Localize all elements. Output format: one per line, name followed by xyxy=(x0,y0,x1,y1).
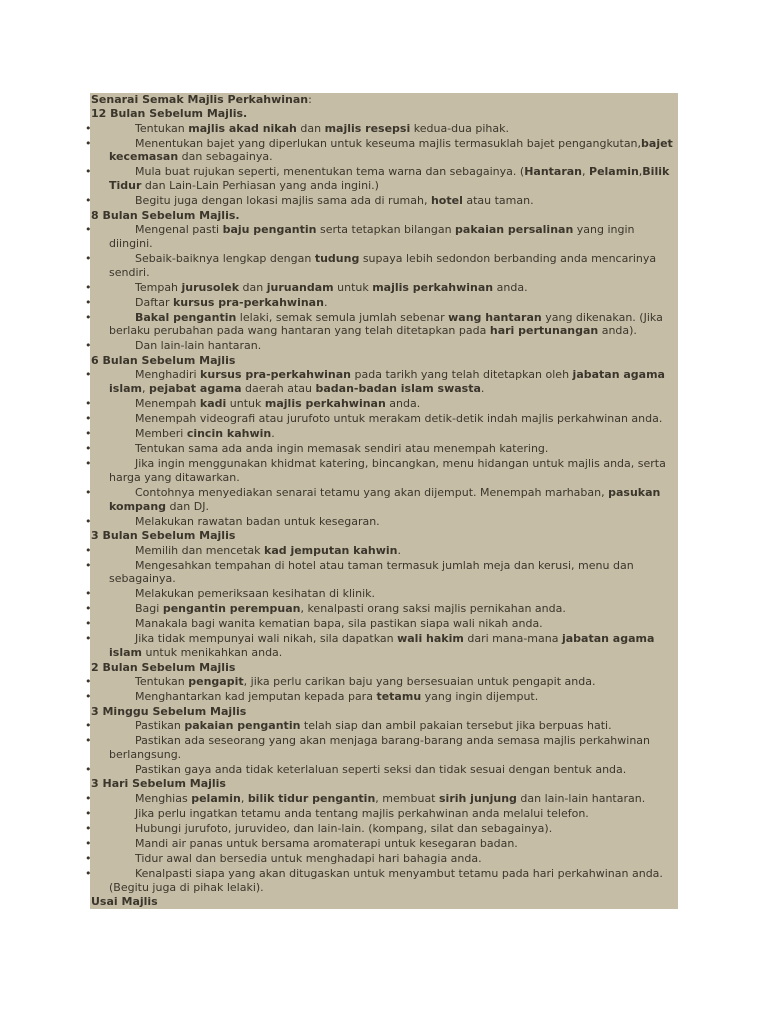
text: Melakukan rawatan badan untuk kesegaran. xyxy=(135,514,380,528)
checklist-item xyxy=(85,690,678,705)
checklist-item xyxy=(85,165,678,194)
text: daerah atau xyxy=(241,382,316,396)
text: supaya lebih sedondon berbanding anda mencarinya sendiri. xyxy=(109,251,657,279)
bullet-icon: • xyxy=(85,836,92,850)
text: , xyxy=(240,791,248,805)
checklist-item xyxy=(85,602,678,617)
text: pada tarikh yang telah ditetapkan oleh xyxy=(351,368,573,382)
checklist xyxy=(85,368,678,529)
text: anda). xyxy=(598,324,637,338)
text: anda. xyxy=(493,280,528,294)
text: yang ingin diingini. xyxy=(109,223,635,250)
text: untuk xyxy=(226,397,265,411)
bullet-icon: • xyxy=(85,427,92,441)
text: dan lain-lain hantaran. xyxy=(516,791,646,805)
bold-text: wang hantaran xyxy=(448,310,542,324)
checklist-item xyxy=(85,194,678,209)
bold-text: sirih junjung xyxy=(439,791,517,805)
bullet-icon: • xyxy=(85,223,92,237)
bold-text: juruandam xyxy=(266,280,334,294)
text: Tentukan xyxy=(135,675,189,689)
text: Kenalpasti siapa yang akan ditugaskan untuk menyambut tetamu pada hari perkahwinan anda. (Begitu juga di pihak lelaki). xyxy=(109,866,663,894)
bullet-icon: • xyxy=(85,690,92,704)
text: Melakukan pemeriksaan kesihatan di klinik. xyxy=(135,587,375,601)
text: Mula buat rujukan seperti, menentukan tema warna dan sebagainya. ( xyxy=(135,165,525,179)
checklist xyxy=(85,121,678,209)
bullet-icon: • xyxy=(85,412,92,426)
bullet-icon: • xyxy=(85,851,92,865)
bold-text: badan-badan islam swasta xyxy=(315,382,481,396)
bullet-icon: • xyxy=(85,632,92,646)
checklist xyxy=(85,543,678,661)
bullet-icon: • xyxy=(85,762,92,776)
text: Jika perlu ingatkan tetamu anda tentang majlis perkahwinan anda melalui telefon. xyxy=(135,806,589,820)
checklist-item xyxy=(85,251,678,280)
bold-text: jabatan agama islam xyxy=(109,632,655,660)
checklist-item xyxy=(85,719,678,734)
section-heading: 12 Bulan Sebelum Majlis. xyxy=(91,107,248,120)
bullet-icon: • xyxy=(85,543,92,557)
bullet-icon: • xyxy=(85,280,92,294)
checklist-item xyxy=(85,136,678,165)
text: Begitu juga dengan lokasi majlis sama ada di rumah, xyxy=(135,194,431,208)
bold-text: kursus pra-perkahwinan xyxy=(200,368,352,382)
document-title-colon: : xyxy=(308,93,312,106)
checklist-item xyxy=(85,762,678,777)
checklist-item xyxy=(85,412,678,427)
text: Tentukan xyxy=(135,121,189,135)
text: Pastikan xyxy=(135,719,185,733)
bullet-icon: • xyxy=(85,251,92,265)
checklist-item xyxy=(85,806,678,821)
text: . xyxy=(397,543,402,557)
bold-text: jurusolek xyxy=(181,280,240,294)
checklist-item xyxy=(85,675,678,690)
text: kedua-dua pihak. xyxy=(410,121,509,135)
text: Hubungi jurufoto, juruvideo, dan lain-lain. (kompang, silat dan sebagainya). xyxy=(135,821,553,835)
text: , xyxy=(141,382,149,396)
text: Mengenal pasti xyxy=(135,223,223,237)
bullet-icon: • xyxy=(85,339,92,353)
bold-text: majlis resepsi xyxy=(324,121,411,135)
text: dan xyxy=(239,280,267,294)
bold-text: pasukan kompang xyxy=(109,485,661,513)
bullet-icon: • xyxy=(85,821,92,835)
bold-text: bajet kecemasan xyxy=(109,136,673,164)
checklist-item xyxy=(85,442,678,457)
bold-text: jabatan agama islam xyxy=(109,368,665,396)
bold-text: hotel xyxy=(430,194,463,208)
bullet-icon: • xyxy=(85,368,92,382)
checklist-item xyxy=(85,397,678,412)
bullet-icon: • xyxy=(85,165,92,179)
checklist xyxy=(85,223,678,354)
text: , kenalpasti orang saksi majlis pernikahan anda. xyxy=(300,602,566,616)
text: lelaki, semak semula jumlah sebenar xyxy=(236,310,449,324)
section-heading: Usai Majlis xyxy=(91,895,158,909)
text: Memilih dan mencetak xyxy=(135,543,264,557)
text: Mandi air panas untuk bersama aromaterapi untuk kesegaran badan. xyxy=(135,836,518,850)
bold-text: majlis perkahwinan xyxy=(264,397,386,411)
text: Menghantarkan kad jemputan kepada para xyxy=(135,690,377,704)
bullet-icon: • xyxy=(85,310,92,324)
text: Pastikan ada seseorang yang akan menjaga barang-barang anda semasa majlis perkahwinan berlangsung. xyxy=(109,734,651,761)
bold-text: majlis perkahwinan xyxy=(372,280,494,294)
bullet-icon: • xyxy=(85,514,92,528)
bold-text: Hantaran xyxy=(524,165,583,179)
text: Pastikan gaya anda tidak keterlaluan seperti seksi dan tidak sesuai dengan bentuk anda. xyxy=(135,762,627,776)
bold-text: majlis akad nikah xyxy=(188,121,297,135)
bold-text: pejabat agama xyxy=(148,382,242,396)
bold-text: pakaian pengantin xyxy=(184,719,301,733)
checklist-item xyxy=(85,368,678,397)
checklist-item xyxy=(85,310,678,339)
text: Daftar xyxy=(135,295,173,309)
checklist-item xyxy=(85,485,678,514)
text: dan Lain-Lain Perhiasan yang anda ingini.) xyxy=(141,179,379,193)
text: . xyxy=(480,382,485,396)
bold-text: wali hakim xyxy=(397,632,464,646)
text: untuk menikahkan anda. xyxy=(141,646,283,660)
text: anda. xyxy=(385,397,421,411)
bold-text: tetamu xyxy=(376,690,422,704)
section-heading: 3 Hari Sebelum Majlis xyxy=(91,777,226,791)
bullet-icon: • xyxy=(85,602,92,616)
checklist xyxy=(85,791,678,895)
checklist-item xyxy=(85,295,678,310)
text: Bagi xyxy=(135,602,163,616)
text: Menempah xyxy=(135,397,200,411)
text: Mengesahkan tempahan di hotel atau taman termasuk jumlah meja dan kerusi, menu dan sebagainya. xyxy=(109,558,634,586)
checklist-item xyxy=(85,427,678,442)
bullet-icon: • xyxy=(85,397,92,411)
checklist-item xyxy=(85,121,678,136)
bullet-icon: • xyxy=(85,806,92,820)
section-heading: 8 Bulan Sebelum Majlis. xyxy=(91,208,240,222)
text: , jika perlu carikan baju yang bersesuaian untuk pengapit anda. xyxy=(243,675,596,689)
checklist-sections xyxy=(85,107,678,909)
bold-text: baju pengantin xyxy=(222,223,317,237)
bold-text: pengapit xyxy=(188,675,244,689)
checklist-item xyxy=(85,821,678,836)
bullet-icon: • xyxy=(85,194,92,208)
text: Menentukan bajet yang diperlukan untuk keseuma majlis termasuklah bajet pengangkutan, xyxy=(135,136,642,150)
text: , membuat xyxy=(375,791,439,805)
text: , xyxy=(638,165,643,179)
section-heading: 3 Bulan Sebelum Majlis xyxy=(91,529,236,543)
checklist-item xyxy=(85,514,678,529)
bullet-icon: • xyxy=(85,791,92,805)
bullet-icon: • xyxy=(85,121,92,135)
checklist xyxy=(85,675,678,705)
text: Manakala bagi wanita kematian bapa, sila pastikan siapa wali nikah anda. xyxy=(135,617,543,631)
checklist-item xyxy=(85,457,678,486)
text: Contohnya menyediakan senarai tetamu yang akan dijemput. Menempah marhaban, xyxy=(135,485,609,499)
checklist-item xyxy=(85,339,678,354)
bold-text: pakaian persalinan xyxy=(455,223,574,237)
text: Tempah xyxy=(135,280,182,294)
bullet-icon: • xyxy=(85,675,92,689)
bullet-icon: • xyxy=(85,734,92,748)
bold-text: cincin kahwin xyxy=(186,427,272,441)
checklist-item xyxy=(85,280,678,295)
text: untuk xyxy=(333,280,373,294)
checklist-item xyxy=(85,617,678,632)
text: telah siap dan ambil pakaian tersebut jika berpuas hati. xyxy=(300,719,612,733)
checklist-item xyxy=(85,791,678,806)
section-heading: 3 Minggu Sebelum Majlis xyxy=(91,704,247,718)
bullet-icon: • xyxy=(85,587,92,601)
checklist-item xyxy=(85,836,678,851)
bullet-icon: • xyxy=(85,136,92,150)
text: dan sebagainya. xyxy=(178,150,273,164)
text: Jika tidak mempunyai wali nikah, sila dapatkan xyxy=(135,632,398,646)
document-title-text: Senarai Semak Majlis Perkahwinan xyxy=(91,93,309,106)
bullet-icon: • xyxy=(85,442,92,456)
bold-text: kadi xyxy=(199,397,227,411)
text: Dan lain-lain hantaran. xyxy=(135,339,262,353)
bold-text: bilik tidur pengantin xyxy=(247,791,376,805)
text: dan DJ. xyxy=(166,499,209,513)
text: . xyxy=(271,427,275,441)
text: Menempah videografi atau jurufoto untuk merakam detik-detik indah majlis perkahwinan anda. xyxy=(135,412,663,426)
bullet-icon: • xyxy=(85,457,92,471)
text: dari mana-mana xyxy=(463,632,562,646)
text: Sebaik-baiknya lengkap dengan xyxy=(135,251,315,265)
document-page xyxy=(85,93,678,909)
checklist-item xyxy=(85,632,678,661)
checklist-item xyxy=(85,587,678,602)
bold-text: pengantin perempuan xyxy=(162,602,301,616)
bold-text: Pelamin xyxy=(589,165,639,179)
bold-text: hari pertunangan xyxy=(489,324,599,338)
bold-text: kad jemputan kahwin xyxy=(264,543,398,557)
section-heading: 6 Bulan Sebelum Majlis xyxy=(91,353,236,367)
checklist xyxy=(85,719,678,778)
text: Tentukan sama ada anda ingin memasak sendiri atau menempah katering. xyxy=(135,442,549,456)
text: atau taman. xyxy=(462,194,534,208)
bold-text: Bilik Tidur xyxy=(109,165,670,193)
bold-text: kursus pra-perkahwinan xyxy=(172,295,324,309)
text: , xyxy=(582,165,590,179)
checklist-item xyxy=(85,543,678,558)
checklist-item xyxy=(85,558,678,587)
checklist-item xyxy=(85,851,678,866)
text: Tidur awal dan bersedia untuk menghadapi hari bahagia anda. xyxy=(135,851,482,865)
document-title xyxy=(90,93,678,107)
text: Menghias xyxy=(135,791,192,805)
text: Memberi xyxy=(135,427,187,441)
checklist-item xyxy=(85,223,678,252)
checklist-item xyxy=(85,734,678,763)
bullet-icon: • xyxy=(85,719,92,733)
text: . xyxy=(323,295,328,309)
text: Menghadiri xyxy=(135,368,201,382)
text: yang dikenakan. (Jika berlaku perubahan pada wang hantaran yang telah ditetapkan pada xyxy=(109,310,663,338)
bold-text: pelamin xyxy=(191,791,241,805)
text: serta tetapkan bilangan xyxy=(316,223,456,237)
bold-text: tudung xyxy=(314,251,360,265)
bullet-icon: • xyxy=(85,617,92,631)
bold-text: Bakal pengantin xyxy=(135,310,237,324)
text: yang ingin dijemput. xyxy=(421,690,539,704)
text: Jika ingin menggunakan khidmat katering, bincangkan, menu hidangan untuk majlis anda, serta harga yang ditawarkan. xyxy=(109,457,666,484)
checklist-item xyxy=(85,866,678,895)
section-heading: 2 Bulan Sebelum Majlis xyxy=(91,660,236,674)
text: dan xyxy=(296,121,325,135)
bullet-icon: • xyxy=(85,485,92,499)
bullet-icon: • xyxy=(85,866,92,880)
bullet-icon: • xyxy=(85,295,92,309)
bullet-icon: • xyxy=(85,558,92,572)
